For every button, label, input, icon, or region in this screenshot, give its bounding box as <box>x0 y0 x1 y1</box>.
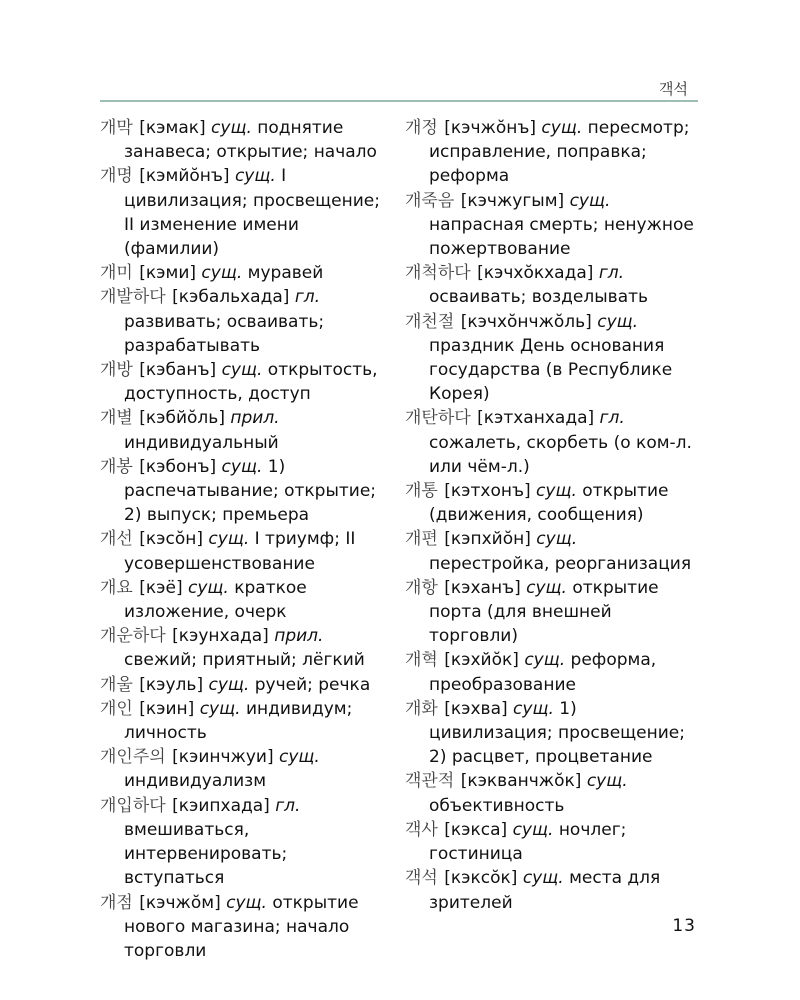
part-of-speech: прил. <box>230 408 280 429</box>
headword: 개운하다 <box>100 626 166 647</box>
headword: 개천절 <box>405 311 455 332</box>
part-of-speech: сущ. <box>226 892 267 913</box>
headword: 객관적 <box>405 771 455 792</box>
part-of-speech: сущ. <box>522 868 564 889</box>
dictionary-entry <box>405 866 695 914</box>
part-of-speech: сущ. <box>597 311 639 332</box>
dictionary-entry <box>100 697 390 745</box>
transcription: [кэчхŏнчжŏль] <box>460 311 592 332</box>
headword: 개항 <box>405 577 438 598</box>
transcription: [кэкса] <box>444 819 508 840</box>
dictionary-entry <box>100 576 390 624</box>
definition: открытость, доступность, доступ <box>124 360 378 405</box>
headword: 개탄하다 <box>405 408 471 429</box>
transcription: [кэчхŏкхада] <box>477 263 594 284</box>
definition: реформа, преобразование <box>429 650 657 695</box>
definition: пересмотр; исправление, поправка; реформа <box>429 118 690 187</box>
definition: праздник День основания государства (в Республике Корея) <box>429 335 673 405</box>
transcription: [кэтханхада] <box>477 408 595 429</box>
headword: 개인 <box>100 698 133 719</box>
dictionary-entry <box>405 769 695 817</box>
part-of-speech: гл. <box>294 287 321 308</box>
guide-word: 객석 <box>659 80 688 98</box>
transcription: [кэчжŏнъ] <box>444 118 537 138</box>
dictionary-entry <box>100 164 390 261</box>
transcription: [кэунхада] <box>172 626 269 647</box>
dictionary-entry <box>100 406 390 454</box>
part-of-speech: гл. <box>599 408 625 429</box>
left-column <box>100 116 390 963</box>
transcription: [кэипхада] <box>172 795 270 816</box>
transcription: [кэпхйŏн] <box>444 529 531 550</box>
dictionary-entry <box>100 891 390 964</box>
dictionary-entry <box>100 624 390 672</box>
transcription: [кэбйŏль] <box>139 408 225 429</box>
headword: 개죽음 <box>405 190 455 211</box>
definition: индивидум; личность <box>124 698 353 744</box>
part-of-speech: сущ. <box>208 529 250 550</box>
definition: индивидуализм <box>124 771 267 792</box>
part-of-speech: сущ. <box>569 190 611 211</box>
dictionary-entry <box>405 406 695 479</box>
part-of-speech: сущ. <box>201 263 243 284</box>
dictionary-entry <box>100 794 390 891</box>
headword: 개울 <box>100 674 133 695</box>
definition: развивать; осваивать; разрабатывать <box>124 311 325 356</box>
part-of-speech: сущ. <box>279 747 320 768</box>
definition: поднятие занавеса; открытие; начало <box>124 118 377 163</box>
dictionary-entry <box>100 285 390 358</box>
definition: I триумф; II усовершенствование <box>124 529 356 574</box>
definition: объективность <box>429 795 565 816</box>
transcription: [кэмйŏнъ] <box>139 166 230 187</box>
transcription: [кэтхонъ] <box>444 481 531 502</box>
definition: перестройка, реорганизация <box>429 553 692 574</box>
transcription: [кэбанъ] <box>139 360 217 381</box>
definition: открытие (движения, сообщения) <box>429 481 669 526</box>
part-of-speech: сущ. <box>188 577 229 598</box>
transcription: [кэуль] <box>139 674 204 695</box>
transcription: [кэханъ] <box>444 577 521 598</box>
definition: сожалеть, скорбеть (о ком-л. или чём-л.) <box>429 432 692 477</box>
dictionary-entry <box>100 358 390 406</box>
definition: 1) цивилизация; просвещение; 2) расцвет, процветание <box>429 698 685 768</box>
transcription: [кэинчжуи] <box>172 747 274 768</box>
headword: 개정 <box>405 118 438 138</box>
transcription: [кэсŏн] <box>139 529 203 550</box>
definition: ручей; речка <box>254 674 371 695</box>
transcription: [кэин] <box>139 698 195 719</box>
dictionary-entry <box>405 648 695 696</box>
part-of-speech: сущ. <box>513 698 554 719</box>
part-of-speech: сущ. <box>536 529 578 550</box>
headword: 개척하다 <box>405 263 471 284</box>
headword: 개명 <box>100 166 133 187</box>
transcription: [кэбальхада] <box>172 287 290 308</box>
definition: 1) распечатывание; открытие; 2) выпуск; премьера <box>124 456 377 526</box>
dictionary-entry <box>100 116 390 164</box>
transcription: [кэмак] <box>139 118 206 138</box>
headword: 개선 <box>100 529 133 550</box>
part-of-speech: сущ. <box>221 360 263 381</box>
part-of-speech: сущ. <box>586 771 628 792</box>
dictionary-entry <box>100 673 390 697</box>
headword: 객석 <box>405 868 438 889</box>
dictionary-entry <box>405 310 695 407</box>
right-column <box>405 116 695 915</box>
dictionary-entry <box>405 527 695 575</box>
dictionary-entry <box>100 261 390 285</box>
headword: 개요 <box>100 577 133 598</box>
part-of-speech: сущ. <box>199 698 241 719</box>
headword: 객사 <box>405 819 438 840</box>
part-of-speech: сущ. <box>234 166 276 187</box>
transcription: [кэчжŏм] <box>139 892 221 913</box>
transcription: [кэхйŏк] <box>444 650 519 671</box>
transcription: [кэкванчжŏк] <box>460 771 582 792</box>
headword: 개방 <box>100 360 133 381</box>
transcription: [кэчжугым] <box>460 190 565 211</box>
definition: напрасная смерть; ненужное пожертвование <box>429 214 694 260</box>
dictionary-entry <box>405 818 695 866</box>
headword: 개별 <box>100 408 133 429</box>
headword: 개혁 <box>405 650 438 671</box>
dictionary-entry <box>405 116 695 189</box>
dictionary-entry <box>405 479 695 527</box>
headword: 개통 <box>405 481 438 502</box>
transcription: [кэё] <box>139 577 183 598</box>
dictionary-entry <box>100 745 390 793</box>
transcription: [кэхва] <box>444 698 508 719</box>
definition: краткое изложение, очерк <box>124 577 307 623</box>
dictionary-entry <box>405 576 695 649</box>
part-of-speech: сущ. <box>526 577 567 598</box>
dictionary-entry <box>100 527 390 575</box>
part-of-speech: сущ. <box>541 118 583 138</box>
definition: I цивилизация; просвещение; II изменение имени (фамилии) <box>124 166 380 260</box>
headword: 개편 <box>405 529 438 550</box>
transcription: [кэбонъ] <box>139 456 217 477</box>
dictionary-entry <box>405 697 695 770</box>
part-of-speech: гл. <box>598 263 625 284</box>
dictionary-entry <box>100 455 390 528</box>
part-of-speech: сущ. <box>524 650 566 671</box>
headword: 개미 <box>100 263 133 284</box>
headword: 개막 <box>100 118 133 138</box>
definition: индивидуальный <box>124 432 279 453</box>
transcription: [кэксŏк] <box>444 868 518 889</box>
part-of-speech: сущ. <box>221 456 263 477</box>
headword: 개발하다 <box>100 287 166 308</box>
part-of-speech: сущ. <box>536 481 577 502</box>
part-of-speech: сущ. <box>211 118 252 138</box>
headword: 개화 <box>405 698 438 719</box>
part-of-speech: гл. <box>275 795 301 816</box>
dictionary-entry <box>405 261 695 309</box>
headword: 개점 <box>100 892 133 913</box>
definition: муравей <box>247 263 324 284</box>
dictionary-entry <box>405 189 695 262</box>
part-of-speech: сущ. <box>512 819 554 840</box>
headword: 개입하다 <box>100 795 166 816</box>
transcription: [кэми] <box>139 263 197 284</box>
definition: свежий; приятный; лёгкий <box>124 650 365 671</box>
definition: открытие нового магазина; начало торговли <box>124 892 359 961</box>
page-number: 13 <box>672 916 696 936</box>
part-of-speech: прил. <box>274 626 324 647</box>
headword: 개봉 <box>100 456 133 477</box>
definition: осваивать; возделывать <box>429 287 649 308</box>
definition: места для зрителей <box>429 868 661 913</box>
headword: 개인주의 <box>100 747 166 768</box>
definition: вмешиваться, интервенировать; вступаться <box>124 819 288 889</box>
definition: ночлег; гостиница <box>429 819 627 865</box>
part-of-speech: сущ. <box>208 674 250 695</box>
header-rule <box>100 100 698 102</box>
definition: открытие порта (для внешней торговли) <box>429 577 659 647</box>
